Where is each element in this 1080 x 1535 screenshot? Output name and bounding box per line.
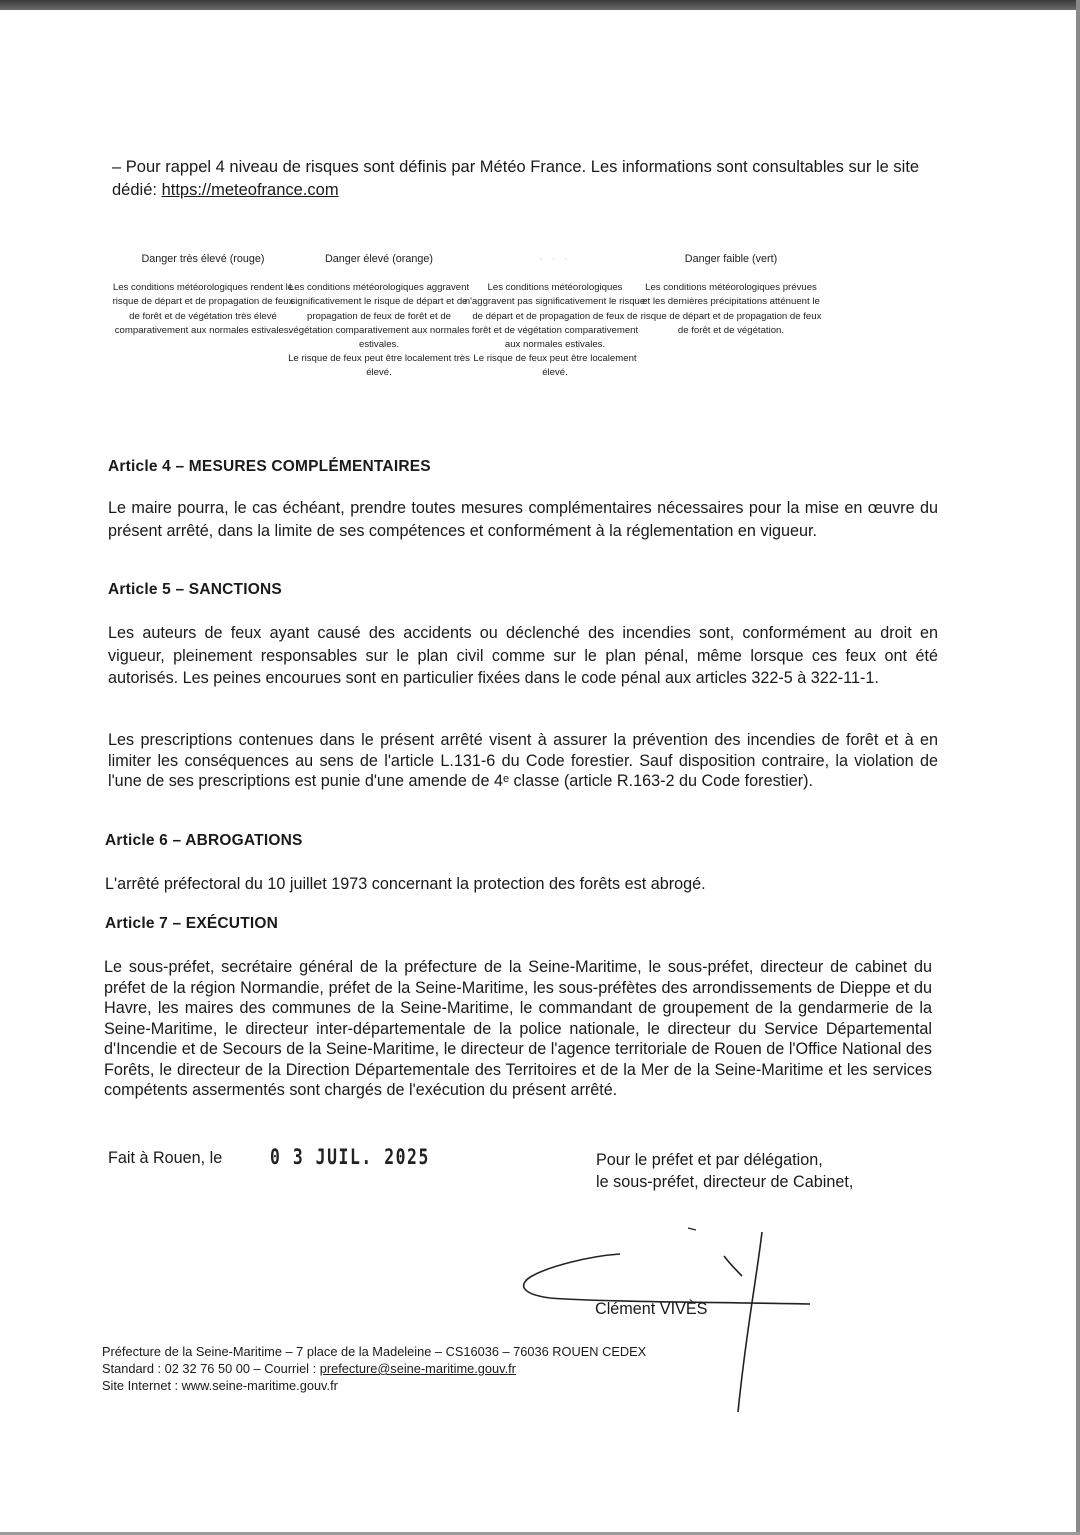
scan-edge-right (1076, 0, 1080, 1535)
risk-level-description: Les conditions météorologiques n'aggravent pas significativement le risque de départ et de propagation de feux de forêt et de végétation comparativement aux normales estivales. (464, 282, 646, 351)
footer-contact (102, 1360, 646, 1377)
risk-level-title: Danger élevé (orange) (324, 253, 434, 265)
risk-level-title: Danger faible (vert) (684, 253, 778, 265)
footer-standard: Standard : 02 32 76 50 00 – Courriel : (102, 1361, 317, 1376)
scan-edge-top (0, 0, 1080, 10)
risk-level-extra: Le risque de feux peut être localement élevé. (473, 353, 637, 379)
risk-level-description: Les conditions météorologiques rendent le risque de départ et de propagation de feux de forêt et de végétation très élevé comparativement aux normales estivales. (112, 282, 294, 336)
article6-heading: Article 6 – ABROGATIONS (105, 832, 303, 849)
signatory-line1: Pour le préfet et par délégation, (596, 1151, 823, 1169)
risk-level-orange (288, 252, 470, 381)
article4-body: Le maire pourra, le cas échéant, prendre toutes mesures complémentaires nécessaires pour la mise en œuvre du présent arrêté, dans la limite de ses compétences et conformément à la réglementation en vigueur. (108, 499, 938, 540)
signatory-name: Clément VIVÈS (595, 1300, 708, 1318)
signatory-block (596, 1149, 853, 1193)
footer-address: Préfecture de la Seine-Maritime – 7 place de la Madeleine – CS16036 – 76036 ROUEN CEDEX (102, 1344, 647, 1359)
risk-level-red (112, 252, 294, 338)
article5-body-1: Les auteurs de feux ayant causé des accidents ou déclenché des incendies sont, conformément au droit en vigueur, pleinement responsables sur le plan civil comme sur le plan pénal, même lorsque ces feux ont été autorisés. Les peines encourues sont en particulier fixées dans le code pénal aux articles 322-5 à 322-11-1. (108, 624, 938, 687)
footer (102, 1343, 646, 1394)
article5-body-2: Les prescriptions contenues dans le présent arrêté visent à assurer la prévention des incendies de forêt et à en limiter les conséquences au sens de l'article L.131-6 du Code forestier. Sauf disposition contraire, la violation de l'une de ses prescriptions est punie d'une amende de 4ᵉ classe (article R.163-2 du Code forestier). (108, 731, 938, 790)
footer-email-link[interactable]: prefecture@seine-maritime.gouv.fr (319, 1361, 516, 1376)
date-stamp: 0 3 JUIL. 2025 (270, 1145, 430, 1169)
risk-level-description: Les conditions météorologiques aggravent significativement le risque de départ et de propagation de feux de forêt et de végétation comparativement aux normales estivales. (288, 282, 470, 351)
footer-website: Site Internet : www.seine-maritime.gouv.fr (102, 1378, 338, 1393)
article5-heading: Article 5 – SANCTIONS (108, 581, 282, 598)
risk-level-title: Danger très élevé (rouge) (141, 253, 265, 265)
risk-level-description: Les conditions météorologiques prévues et les dernières précipitations atténuent le risque de départ et de propagation de feux de forêt et de végétation. (640, 282, 822, 336)
risk-level-title: · · · (539, 253, 571, 265)
article7-heading: Article 7 – EXÉCUTION (105, 915, 279, 932)
risk-level-green (640, 252, 822, 338)
article4-heading: Article 4 – MESURES COMPLÉMENTAIRES (108, 458, 431, 475)
meteofrance-link[interactable]: https://meteofrance.com (161, 181, 339, 199)
intro-paragraph (112, 156, 942, 202)
article6-body: L'arrêté préfectoral du 10 juillet 1973 concernant la protection des forêts est abrogé. (105, 875, 706, 893)
risk-level-yellow (464, 252, 646, 381)
intro-text: – Pour rappel 4 niveau de risques sont définis par Météo France. Les informations sont consultables sur le site dédié: (112, 158, 920, 199)
signature-place: Fait à Rouen, le (108, 1149, 223, 1167)
article7-body: Le sous-préfet, secrétaire général de la préfecture de la Seine-Maritime, le sous-préfet, directeur de cabinet du préfet de la région Normandie, préfet de la Seine-Maritime, les sous-préfètes des arrondissements de Dieppe et du Havre, les maires des communes de la Seine-Maritime, le commandant de groupement de la gendarmerie de la Seine-Maritime, le directeur inter-départementale de la police nationale, le directeur du Service Départemental d'Incendie et de Secours de la Seine-Maritime, le directeur de l'agence territoriale de Rouen de l'Office National des Forêts, le directeur de la Direction Départementale des Territoires et de la Mer de la Seine-Maritime et les services compétents assermentés sont chargés de l'exécution du présent arrêté. (104, 958, 932, 1099)
signatory-line2: le sous-préfet, directeur de Cabinet, (596, 1173, 854, 1191)
risk-levels (112, 252, 832, 402)
risk-level-extra: Le risque de feux peut être localement très élevé. (288, 353, 470, 379)
